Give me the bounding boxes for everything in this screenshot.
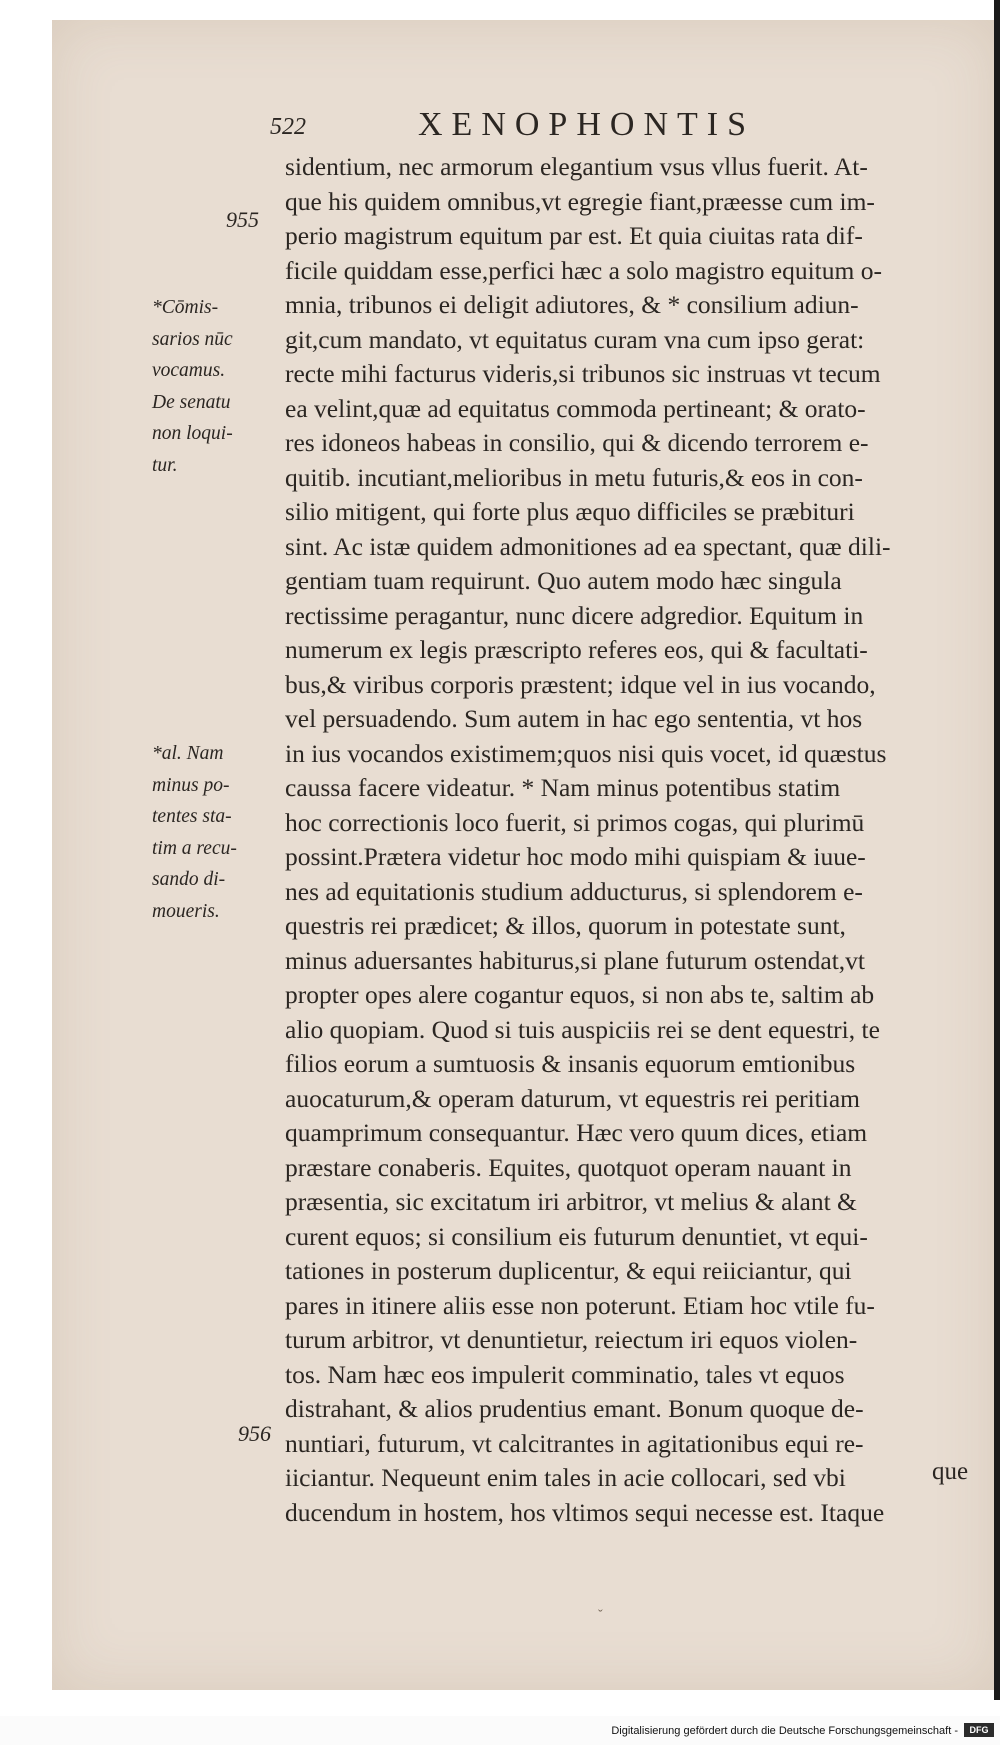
marginal-note-2: [152, 738, 272, 927]
text-line: mnia, tribunos ei deligit adiutores, & * consilium adiun-: [285, 290, 859, 319]
marginal-note-line: tur.: [152, 454, 178, 476]
marginal-note-line: De senatu: [152, 391, 231, 413]
text-line: præsentia, sic excitatum iri arbitror, vt melius & alant &: [285, 1187, 857, 1216]
text-line: tos. Nam hæc eos impulerit comminatio, tales vt equos: [285, 1359, 845, 1389]
text-line: numerum ex legis præscripto referes eos, qui & facultati-: [285, 635, 868, 664]
text-line: silio mitigent, qui forte plus æquo difficiles se præbituri: [285, 497, 855, 526]
marginal-note-line: *al. Nam: [152, 743, 224, 764]
body-text: [285, 150, 970, 1530]
text-line: possint.Prætera videtur hoc modo mihi quispiam & iuue-: [285, 842, 866, 871]
text-line: pares in itinere aliis esse non poterunt. Etiam hoc vtile fu-: [285, 1290, 875, 1320]
text-line: bus,& viribus corporis præstent; idque vel in ius vocando,: [285, 669, 876, 699]
text-line: rectissime peragantur, nunc dicere adgredior. Equitum in: [285, 600, 864, 630]
text-line: distrahant, & alios prudentius emant. Bonum quoque de-: [285, 1394, 864, 1423]
marginal-note-line: moueris.: [152, 900, 220, 922]
margin-number-955: 955: [226, 207, 259, 232]
scan-edge: [994, 0, 1000, 1700]
running-head: XENOPHONTIS: [418, 106, 755, 143]
margin-number-956: 956: [238, 1421, 271, 1446]
marginal-note-line: sarios nūc: [152, 328, 233, 350]
text-line: nuntiari, futurum, vt calcitrantes in agitationibus equi re-: [285, 1428, 864, 1458]
text-line: minus aduersantes habiturus,si plane futurum ostendat,vt: [285, 945, 866, 975]
text-line: gentiam tuam requirunt. Quo autem modo hæc singula: [285, 566, 842, 595]
text-line: perio magistrum equitum par est. Et quia ciuitas rata dif-: [285, 221, 863, 250]
text-line: præstare conaberis. Equites, quotquot operam nauant in: [285, 1152, 852, 1182]
marginal-note-1: [152, 292, 272, 481]
text-line: ducendum in hostem, hos vltimos sequi necesse est. Itaque: [285, 1497, 885, 1527]
marginal-note-line: *Cōmis-: [152, 297, 219, 318]
text-line: git,cum mandato, vt equitatus curam vna cum ipso gerat:: [285, 324, 865, 354]
text-line: res idoneos habeas in consilio, qui & dicendo terrorem e-: [285, 428, 869, 457]
text-line: questris rei prædicet; & illos, quorum in potestate sunt,: [285, 911, 846, 940]
digitization-credit: Digitalisierung gefördert durch die Deutsche Forschungsgemeinschaft -: [611, 1725, 958, 1737]
text-line: tationes in posterum duplicentur, & equi reiiciantur, qui: [285, 1256, 852, 1285]
page-number: 522: [270, 114, 306, 140]
marginal-note-line: minus po-: [152, 774, 230, 796]
text-line: propter opes alere cogantur equos, si non abs te, saltim ab: [285, 980, 875, 1009]
marginal-note-line: tim a recu-: [152, 837, 237, 859]
text-line: quamprimum consequantur. Hæc vero quum dices, etiam: [285, 1118, 868, 1147]
marginal-note-line: tentes sta-: [152, 806, 232, 827]
stray-mark: ˇ: [598, 1608, 603, 1623]
text-line: curent equos; si consilium eis futurum denuntiet, vt equi-: [285, 1221, 868, 1251]
text-line: hoc correctionis loco fuerit, si primos cogas, qui plurimū: [285, 807, 865, 837]
text-line: vel persuadendo. Sum autem in hac ego sententia, vt hos: [285, 704, 863, 733]
text-line: auocaturum,& operam daturum, vt equestris rei peritiam: [285, 1083, 860, 1113]
text-line: ea velint,quæ ad equitatus commoda pertineant; & orato-: [285, 393, 866, 423]
text-line: sidentium, nec armorum elegantium vsus vllus fuerit. At-: [285, 152, 868, 181]
text-line: turum arbitror, vt denuntietur, reiectum iri equos violen-: [285, 1325, 858, 1354]
marginal-note-line: sando di-: [152, 869, 226, 890]
marginal-note-line: non loqui-: [152, 423, 233, 444]
text-line: filios eorum a sumtuosis & insanis equorum emtionibus: [285, 1049, 856, 1078]
text-line: iiciantur. Nequeunt enim tales in acie collocari, sed vbi: [285, 1463, 846, 1492]
catchword: que: [932, 1458, 969, 1485]
text-line: quitib. incutiant,melioribus in metu futuris,& eos in con-: [285, 462, 863, 492]
marginal-note-line: vocamus.: [152, 360, 226, 381]
text-line: recte mihi facturus videris,si tribunos sic instruas vt tecum: [285, 359, 881, 388]
text-line: sint. Ac istæ quidem admonitiones ad ea spectant, quæ dili-: [285, 531, 891, 561]
text-line: nes ad equitationis studium adducturus, si splendorem e-: [285, 876, 863, 906]
text-line: in ius vocandos existimem;quos nisi quis vocet, id quæstus: [285, 738, 887, 768]
text-line: que his quidem omnibus,vt egregie fiant,præesse cum im-: [285, 186, 875, 216]
text-line: ficile quiddam esse,perfici hæc a solo magistro equitum o-: [285, 255, 882, 285]
text-line: caussa facere videatur. * Nam minus potentibus statim: [285, 773, 841, 802]
dfg-logo: DFG: [964, 1723, 994, 1737]
text-line: alio quopiam. Quod si tuis auspiciis rei se dent equestri, te: [285, 1014, 880, 1044]
